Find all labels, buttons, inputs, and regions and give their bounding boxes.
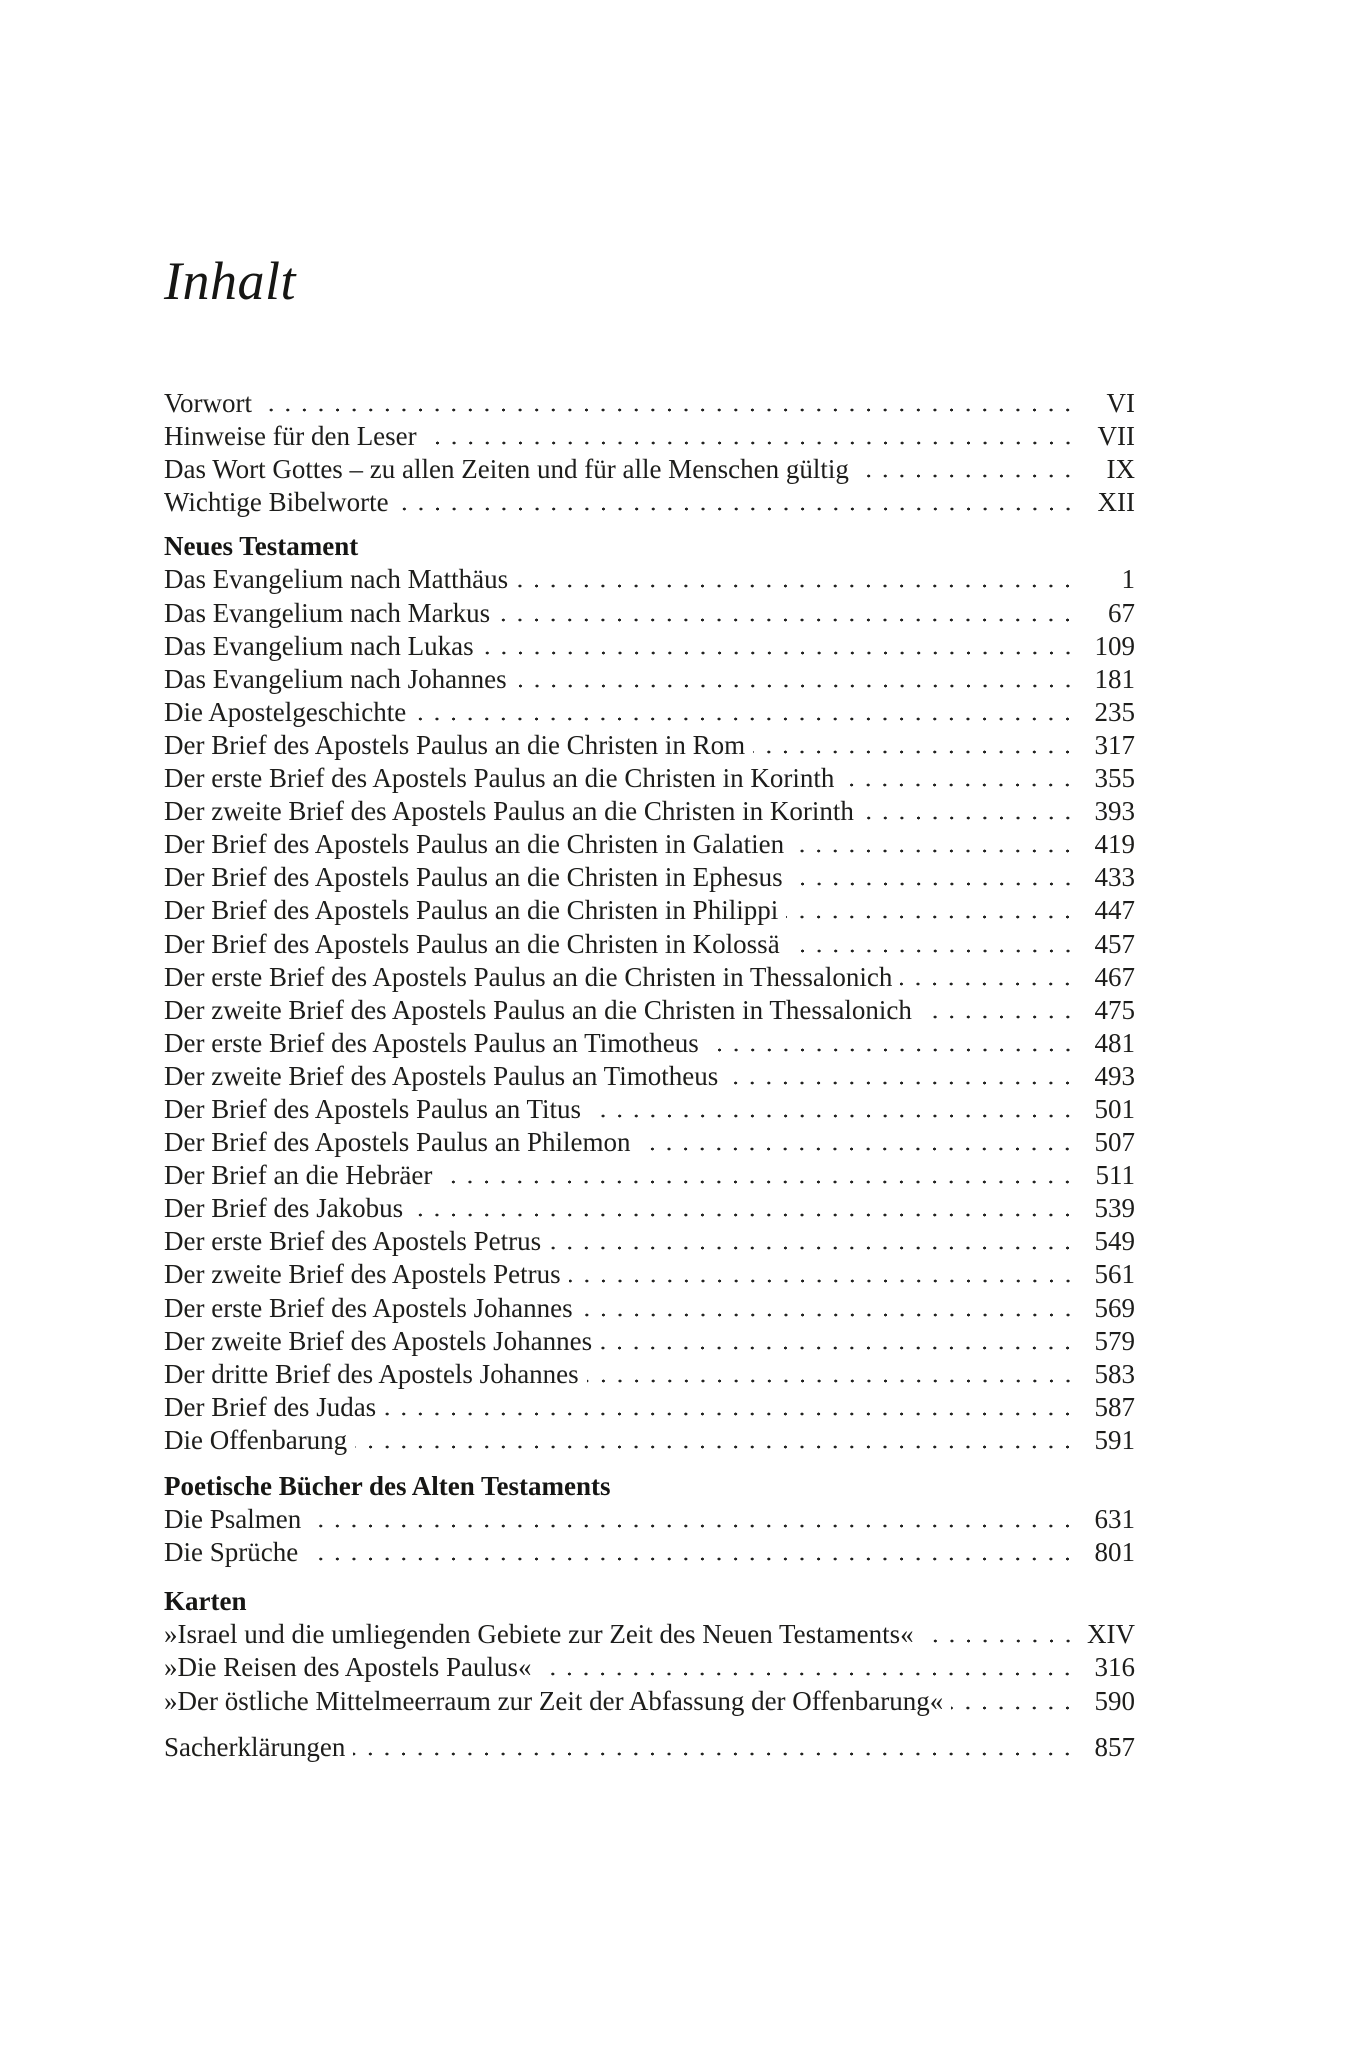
dot-leader [862,816,1076,820]
entry-label: Der zweite Brief des Apostels Paulus an Timotheus [164,1060,719,1091]
dot-leader [397,507,1076,511]
entry-page-number: 539 [1094,1193,1135,1224]
page-title: Inhalt [164,251,296,311]
entry-label: Der erste Brief des Apostels Paulus an die Christen in Korinth [164,763,835,794]
dot-leader [900,982,1076,986]
toc-entry [164,696,1135,729]
entry-label: Der erste Brief des Apostels Petrus [164,1226,542,1257]
section-heading: Neues Testament [164,531,359,562]
toc-entry [164,1258,1135,1291]
toc-entry [164,387,1135,420]
entry-label: Vorwort [164,388,253,418]
entry-label: Der zweite Brief des Apostels Johannes [164,1325,593,1356]
entry-label: »Der östliche Mittelmeerraum zur Zeit der Abfassung der Offenbarung« [164,1685,944,1716]
entry-page-number: 857 [1094,1731,1135,1762]
toc-section [164,387,1135,519]
section-heading: Poetische Bücher des Alten Testaments [164,1471,611,1501]
entry-page-number: 507 [1094,1127,1135,1158]
toc-section [164,1470,1135,1569]
toc-entry [164,1731,1135,1764]
toc-entry [164,1225,1135,1258]
entry-page-number: 355 [1094,763,1135,794]
toc-entry [164,420,1135,453]
entry-label: Das Evangelium nach Lukas [164,630,474,661]
entry-page-number: 591 [1094,1424,1135,1455]
entry-label: Der erste Brief des Apostels Johannes [164,1292,573,1323]
entry-label: Wichtige Bibelworte [164,487,389,518]
entry-page-number: XII [1097,487,1135,518]
dot-leader [569,1279,1076,1283]
dot-leader [857,474,1076,478]
toc-entry [164,928,1135,961]
entry-page-number: 235 [1094,696,1135,727]
entry-label: Der Brief des Apostels Paulus an die Christen in Galatien [164,829,785,860]
entry-page-number: 590 [1094,1685,1135,1716]
toc-section [164,1585,1135,1717]
entry-page-number: 493 [1094,1060,1135,1091]
toc-entry [164,762,1135,795]
entry-page-number: 579 [1094,1325,1135,1356]
dot-leader [600,1346,1076,1350]
dot-leader [842,783,1076,787]
entry-page-number: 467 [1094,961,1135,992]
toc-section [164,530,1135,1457]
entry-label: Die Sprüche [164,1537,299,1568]
entry-label: Der zweite Brief des Apostels Paulus an die Christen in Korinth [164,796,854,827]
entry-page-number: 419 [1094,829,1135,860]
entry-page-number: 109 [1094,630,1135,661]
dot-leader [425,441,1076,445]
entry-page-number: 457 [1094,928,1135,959]
dot-leader [515,684,1076,688]
entry-label: Die Psalmen [164,1504,302,1535]
entry-label: Der dritte Brief des Apostels Johannes [164,1358,579,1389]
entry-label: Der zweite Brief des Apostels Paulus an die Christen in Thessalonich [164,994,912,1025]
toc-entry [164,1192,1135,1225]
dot-leader [792,849,1076,853]
entry-label: »Die Reisen des Apostels Paulus« [164,1652,532,1683]
entry-page-number: 501 [1094,1093,1135,1124]
entry-page-number: 511 [1095,1160,1135,1191]
entry-label: Hinweise für den Leser [164,421,417,452]
entry-page-number: 481 [1094,1027,1135,1058]
toc-entry [164,1093,1135,1126]
entry-page-number: VI [1106,388,1135,418]
entry-label: Der Brief des Judas [164,1391,377,1422]
toc-entry [164,1159,1135,1192]
dot-leader [726,1081,1076,1085]
entry-page-number: 475 [1094,994,1135,1025]
dot-leader [707,1048,1076,1052]
toc-entry [164,1536,1135,1569]
toc-entry [164,486,1135,519]
entry-label: Das Evangelium nach Markus [164,597,491,628]
entry-page-number: 447 [1094,895,1135,926]
toc-entry [164,1060,1135,1093]
dot-leader [260,408,1076,412]
entry-page-number: XIV [1087,1619,1135,1650]
toc-entry [164,1503,1135,1536]
entry-label: Der Brief des Apostels Paulus an Philemon [164,1127,631,1158]
toc-entry [164,1126,1135,1159]
toc-entry [164,729,1135,762]
entry-label: Der Brief an die Hebräer [164,1160,433,1191]
dot-leader [786,915,1076,919]
table-of-contents [164,387,1135,1764]
entry-page-number: 587 [1094,1391,1135,1422]
entry-label: Der erste Brief des Apostels Paulus an Timotheus [164,1027,699,1058]
dot-leader [791,882,1076,886]
entry-label: Der Brief des Apostels Paulus an die Christen in Philippi [164,895,779,926]
entry-page-number: 561 [1094,1259,1135,1290]
dot-leader [788,949,1076,953]
toc-entry [164,1651,1135,1684]
entry-label: Der Brief des Apostels Paulus an die Christen in Rom [164,729,746,760]
entry-page-number: 801 [1094,1537,1135,1568]
dot-leader [753,750,1076,754]
dot-leader [516,584,1076,588]
toc-entry [164,563,1135,596]
toc-entry [164,861,1135,894]
entry-page-number: 583 [1094,1358,1135,1389]
toc-entry [164,795,1135,828]
toc-entry [164,994,1135,1027]
entry-label: Das Evangelium nach Johannes [164,663,507,694]
toc-entry [164,630,1135,663]
dot-leader [355,1445,1076,1449]
toc-entry [164,1424,1135,1457]
entry-label: Die Apostelgeschichte [164,696,407,727]
dot-leader [922,1639,1076,1643]
entry-page-number: 67 [1108,597,1135,628]
entry-page-number: 1 [1121,564,1135,595]
entry-page-number: 569 [1094,1292,1135,1323]
toc-entry [164,453,1135,486]
toc-section [164,1731,1135,1764]
entry-page-number: 393 [1094,796,1135,827]
entry-label: Der Brief des Apostels Paulus an die Christen in Kolossä [164,928,780,959]
dot-leader [309,1524,1076,1528]
entry-page-number: 317 [1094,729,1135,760]
toc-entry [164,1358,1135,1391]
dot-leader [482,651,1076,655]
toc-entry [164,1325,1135,1358]
toc-entry [164,828,1135,861]
entry-label: »Israel und die umliegenden Gebiete zur Zeit des Neuen Testaments« [164,1619,914,1650]
dot-leader [306,1557,1076,1561]
dot-leader [587,1379,1076,1383]
dot-leader [498,618,1076,622]
entry-page-number: 549 [1094,1226,1135,1257]
dot-leader [414,717,1076,721]
dot-leader [581,1313,1076,1317]
dot-leader [539,1672,1076,1676]
entry-label: Der Brief des Apostels Paulus an Titus [164,1093,582,1124]
toc-entry [164,894,1135,927]
toc-entry [164,1685,1135,1718]
toc-entry [164,1391,1135,1424]
toc-entry [164,1618,1135,1651]
entry-label: Der Brief des Apostels Paulus an die Christen in Ephesus [164,862,783,893]
toc-entry [164,597,1135,630]
toc-entry [164,961,1135,994]
dot-leader [920,1015,1076,1019]
dot-leader [384,1412,1076,1416]
toc-entry [164,1292,1135,1325]
entry-page-number: IX [1106,454,1135,485]
entry-page-number: VII [1097,421,1135,452]
dot-leader [549,1246,1076,1250]
toc-entry [164,1027,1135,1060]
toc-entry [164,663,1135,696]
entry-page-number: 181 [1094,663,1135,694]
entry-page-number: 316 [1094,1652,1135,1683]
dot-leader [411,1213,1076,1217]
entry-label: Der Brief des Jakobus [164,1193,404,1224]
section-heading: Karten [164,1586,247,1617]
dot-leader [638,1147,1076,1151]
dot-leader [353,1752,1076,1756]
entry-label: Das Wort Gottes – zu allen Zeiten und für alle Menschen gültig [164,454,849,485]
entry-label: Die Offenbarung [164,1424,348,1455]
entry-page-number: 631 [1094,1504,1135,1535]
dot-leader [951,1706,1076,1710]
entry-label: Das Evangelium nach Matthäus [164,564,509,595]
entry-page-number: 433 [1094,862,1135,893]
dot-leader [589,1114,1076,1118]
entry-label: Sacherklärungen [164,1731,346,1762]
entry-label: Der zweite Brief des Apostels Petrus [164,1259,561,1290]
dot-leader [440,1180,1076,1184]
entry-label: Der erste Brief des Apostels Paulus an die Christen in Thessalonich [164,961,893,992]
